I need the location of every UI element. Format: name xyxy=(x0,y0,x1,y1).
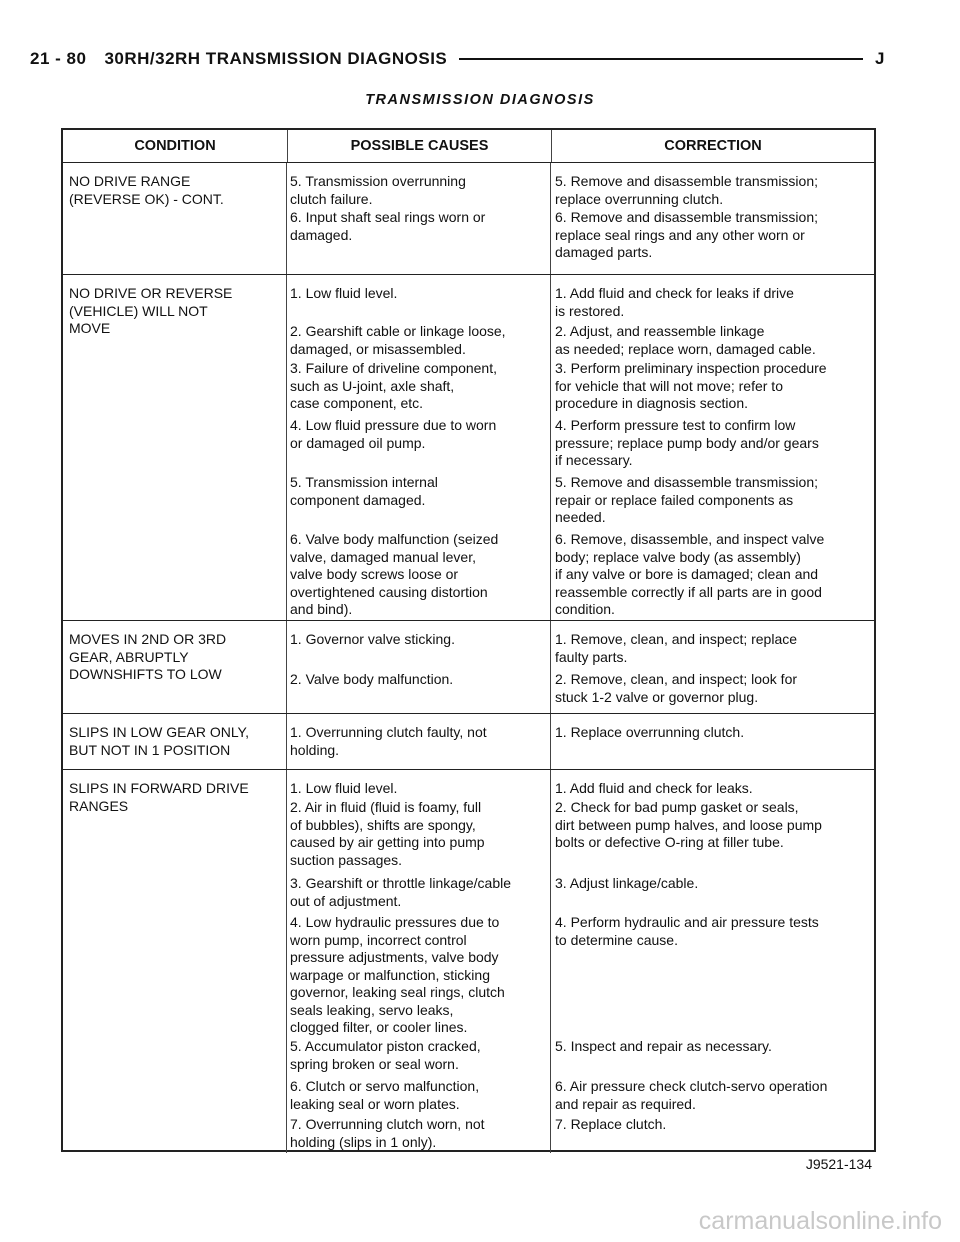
correction-item: 2. Check for bad pump gasket or seals, dirt between pump halves, and loose pump bolts or defective O-ring at filler tube. xyxy=(555,799,822,850)
column-header-condition: CONDITION xyxy=(63,130,288,162)
correction-item: 1. Remove, clean, and inspect; replace faulty parts. xyxy=(555,631,798,665)
correction-item: 6. Air pressure check clutch-servo operation and repair as required. xyxy=(555,1078,828,1112)
watermark: carmanualsonline.info xyxy=(698,1207,942,1235)
cause-item: 6. Clutch or servo malfunction, leaking seal or worn plates. xyxy=(290,1078,480,1112)
column-header-causes: POSSIBLE CAUSES xyxy=(288,130,552,162)
cause-item: 3. Failure of driveline component, such as U-joint, axle shaft, case component, etc. xyxy=(290,360,497,411)
cause-item: 1. Low fluid level. xyxy=(290,780,398,796)
cause-item: 2. Air in fluid (fluid is foamy, full of bubbles), shifts are spongy, caused by air getting into pump suction passages. xyxy=(290,799,485,868)
correction-item: 1. Replace overrunning clutch. xyxy=(555,724,745,740)
cause-item: 1. Low fluid level. xyxy=(290,285,398,301)
figure-id: J9521-134 xyxy=(805,1156,872,1172)
manual-section-title: 30RH/32RH TRANSMISSION DIAGNOSIS xyxy=(104,49,448,68)
correction-item: 5. Remove and disassemble transmission; repair or replace failed components as needed. xyxy=(555,474,819,525)
correction-cell xyxy=(551,714,874,769)
cause-item: 4. Low hydraulic pressures due to worn pump, incorrect control pressure adjustments, valve body warpage or malfunction, sticking governor, leaking seal rings, clutch seals leaking, servo leaks, clogged filter, or cooler lines. xyxy=(290,914,505,1035)
condition-cell: NO DRIVE OR REVERSE (VEHICLE) WILL NOT MOVE xyxy=(63,275,287,620)
correction-item: 6. Remove, disassemble, and inspect valve body; replace valve body (as assembly) if any valve or bore is damaged; clean and reassemble correctly if all parts are in good condition. xyxy=(555,531,825,617)
cause-item: 5. Accumulator piston cracked, spring broken or seal worn. xyxy=(290,1038,481,1072)
correction-item: 5. Inspect and repair as necessary. xyxy=(555,1038,772,1054)
correction-item: 1. Add fluid and check for leaks. xyxy=(555,780,753,796)
condition-cell: SLIPS IN LOW GEAR ONLY, BUT NOT IN 1 POSITION xyxy=(63,714,287,769)
cause-item: 3. Gearshift or throttle linkage/cable out of adjustment. xyxy=(290,875,512,909)
cause-item: 2. Valve body malfunction. xyxy=(290,671,454,687)
page-number: 21 - 80 xyxy=(30,49,87,68)
condition-cell: MOVES IN 2ND OR 3RD GEAR, ABRUPTLY DOWNSHIFTS TO LOW xyxy=(63,621,287,713)
page-header xyxy=(30,46,885,72)
table-row xyxy=(63,621,874,714)
table-row xyxy=(63,275,874,621)
cause-item: 1. Overrunning clutch faulty, not holding. xyxy=(290,724,487,758)
cause-item: 6. Input shaft seal rings worn or damaged. xyxy=(290,209,486,243)
table-row xyxy=(63,770,874,1153)
header-rule xyxy=(459,58,863,60)
condition-cell: SLIPS IN FORWARD DRIVE RANGES xyxy=(63,770,287,1153)
correction-item: 4. Perform pressure test to confirm low pressure; replace pump body and/or gears if necessary. xyxy=(555,417,819,468)
table-header-row xyxy=(63,130,874,163)
cause-item: 1. Governor valve sticking. xyxy=(290,631,455,647)
cause-item: 4. Low fluid pressure due to worn or damaged oil pump. xyxy=(290,417,497,451)
correction-item: 5. Remove and disassemble transmission; replace overrunning clutch. xyxy=(555,173,819,207)
table-row xyxy=(63,714,874,770)
correction-item: 4. Perform hydraulic and air pressure tests to determine cause. xyxy=(555,914,819,948)
correction-item: 2. Adjust, and reassemble linkage as needed; replace worn, damaged cable. xyxy=(555,323,816,357)
correction-item: 3. Adjust linkage/cable. xyxy=(555,875,699,891)
cause-item: 7. Overrunning clutch worn, not holding (slips in 1 only). xyxy=(290,1116,485,1150)
condition-cell: NO DRIVE RANGE (REVERSE OK) - CONT. xyxy=(63,163,287,274)
correction-item: 1. Add fluid and check for leaks if drive is restored. xyxy=(555,285,794,319)
column-header-correction: CORRECTION xyxy=(664,138,762,154)
diagnosis-table xyxy=(61,128,876,1152)
cause-item: 6. Valve body malfunction (seized valve, damaged manual lever, valve body screws loose or overtightened causing distortion and bind). xyxy=(290,531,499,617)
cause-item: 2. Gearshift cable or linkage loose, damaged, or misassembled. xyxy=(290,323,506,357)
cause-item: 5. Transmission internal component damaged. xyxy=(290,474,438,508)
correction-item: 3. Perform preliminary inspection procedure for vehicle that will not move; refer to procedure in diagnosis section. xyxy=(555,360,827,411)
table-title: TRANSMISSION DIAGNOSIS xyxy=(365,92,595,108)
correction-item: 7. Replace clutch. xyxy=(555,1116,667,1132)
correction-item: 2. Remove, clean, and inspect; look for stuck 1-2 valve or governor plug. xyxy=(555,671,798,705)
cause-item: 5. Transmission overrunning clutch failure. xyxy=(290,173,466,207)
model-letter: J xyxy=(875,49,885,68)
table-row xyxy=(63,163,874,275)
correction-item: 6. Remove and disassemble transmission; replace seal rings and any other worn or damaged parts. xyxy=(555,209,819,260)
